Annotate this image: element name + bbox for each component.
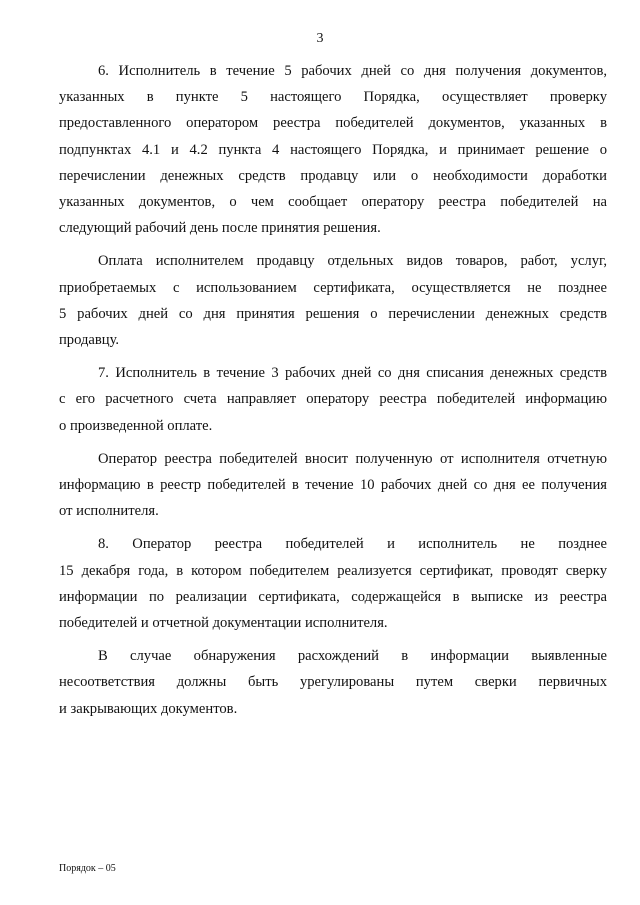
paragraph-payment <box>59 248 607 353</box>
text-line: продавцу. <box>59 332 120 349</box>
paragraph-registry-operator <box>59 446 607 525</box>
text-line: с его расчетного счета направляет оператору реестра победителей информацию <box>59 391 607 408</box>
text-line: информацию в реестр победителей в течение 10 рабочих дней со дня ее получения <box>59 477 607 494</box>
text-line: Оплата исполнителем продавцу отдельных видов товаров, работ, услуг, <box>98 253 607 270</box>
paragraph-discrepancies <box>59 643 607 722</box>
text-line: 7. Исполнитель в течение 3 рабочих дней со дня списания денежных средств <box>98 365 607 382</box>
text-line: приобретаемых с использованием сертификата, осуществляется не позднее <box>59 279 607 296</box>
text-line: победителей и отчетной документации исполнителя. <box>59 615 388 632</box>
text-line: В случае обнаружения расхождений в информации выявленные <box>98 648 607 665</box>
text-line: следующий рабочий день после принятия решения. <box>59 220 381 237</box>
text-line: указанных в пункте 5 настоящего Порядка, осуществляет проверку <box>59 89 607 106</box>
text-line: 8. Оператор реестра победителей и исполнитель не позднее <box>98 536 607 553</box>
text-line: подпунктах 4.1 и 4.2 пункта 4 настоящего Порядка, и принимает решение о <box>59 141 607 158</box>
text-line: Оператор реестра победителей вносит полученную от исполнителя отчетную <box>98 450 607 467</box>
text-line: предоставленного оператором реестра победителей документов, указанных в <box>59 115 607 132</box>
text-line: 6. Исполнитель в течение 5 рабочих дней со дня получения документов, <box>98 63 607 79</box>
document-body <box>59 58 607 729</box>
text-line: информации по реализации сертификата, содержащейся в выписке из реестра <box>59 588 607 605</box>
text-line: о произведенной оплате. <box>59 417 213 434</box>
page-number: 3 <box>316 31 324 46</box>
paragraph-item-7 <box>59 360 607 439</box>
text-line: 5 рабочих дней со дня принятия решения о перечислении денежных средств <box>59 305 607 322</box>
paragraph-item-8 <box>59 531 607 636</box>
text-line: указанных документов, о чем сообщает оператору реестра победителей на <box>59 194 607 211</box>
document-footer-code: Порядок – 05 <box>59 863 116 874</box>
text-line: 15 декабря года, в котором победителем реализуется сертификат, проводят сверку <box>59 562 607 579</box>
text-line: и закрывающих документов. <box>59 700 238 717</box>
text-line: перечислении денежных средств продавцу или о необходимости доработки <box>59 167 607 184</box>
text-line: несоответствия должны быть урегулированы путем сверки первичных <box>59 674 607 691</box>
text-line: от исполнителя. <box>59 503 159 520</box>
paragraph-item-6 <box>59 58 607 241</box>
